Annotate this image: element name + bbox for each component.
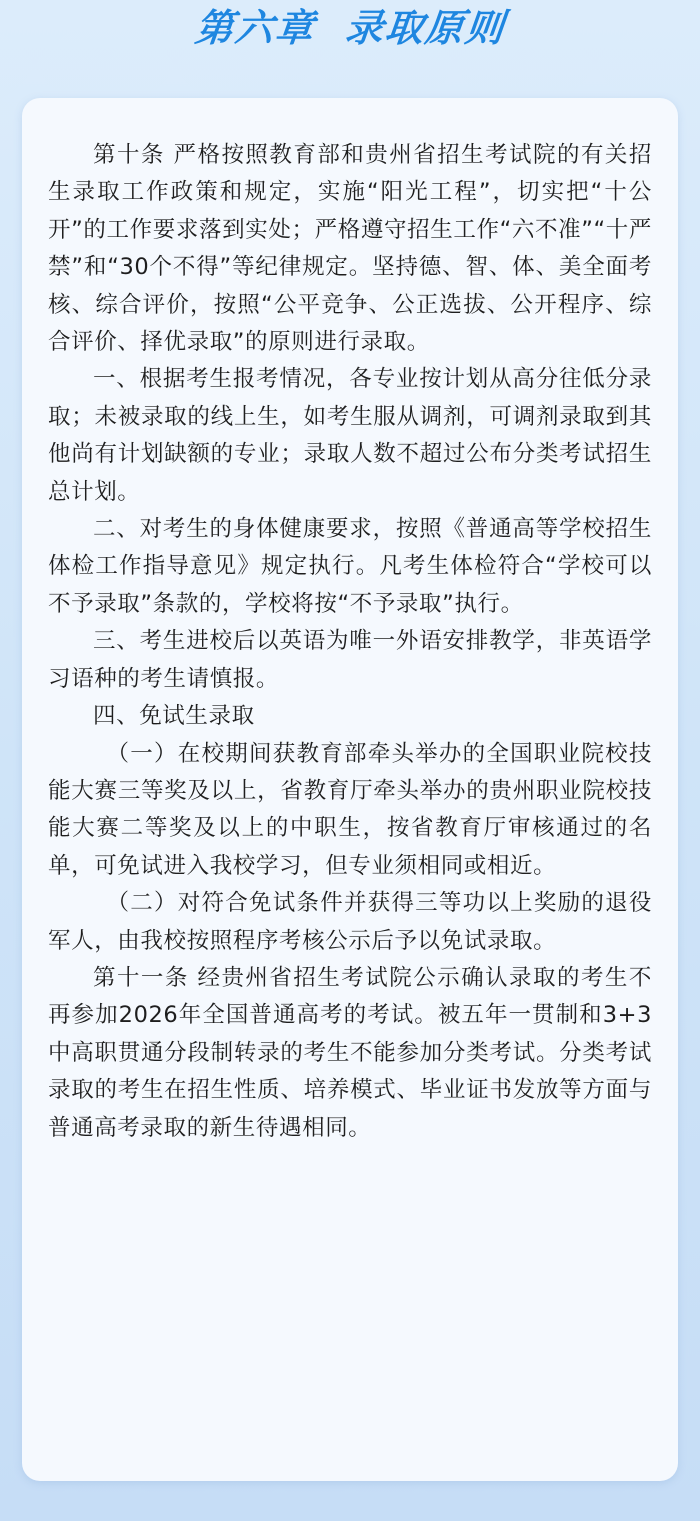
chapter-number: 第六章 [192, 6, 318, 50]
article-body [48, 137, 652, 1147]
chapter-heading [0, 2, 700, 58]
clause-4-item-2: （二）对符合免试条件并获得三等功以上奖励的退役军人，由我校按照程序考核公示后予以免试录取。 [48, 890, 652, 954]
chapter-title: 录取原则 [342, 6, 508, 50]
article-11-paragraph: 第十一条 经贵州省招生考试院公示确认录取的考生不再参加2026年全国普通高考的考试。被五年一贯制和3+3中高职贯通分段制转录的考生不能参加分类考试。分类考试录取的考生在招生性质、培养模式、毕业证书发放等方面与普通高考录取的新生待遇相同。 [48, 964, 652, 1141]
clause-2-paragraph: 二、对考生的身体健康要求，按照《普通高等学校招生体检工作指导意见》规定执行。凡考生体检符合“学校可以不予录取”条款的，学校将按“不予录取”执行。 [48, 516, 652, 617]
clause-1-paragraph: 一、根据考生报考情况，各专业按计划从高分往低分录取；未被录取的线上生，如考生服从调剂，可调剂录取到其他尚有计划缺额的专业；录取人数不超过公布分类考试招生总计划。 [48, 366, 652, 505]
clause-4-item-1: （一）在校期间获教育部牵头举办的全国职业院校技能大赛三等奖及以上，省教育厅牵头举办的贵州职业院校技能大赛二等奖及以上的中职生，按省教育厅审核通过的名单，可免试进入我校学习，但专业须相同或相近。 [48, 740, 652, 879]
clause-4-heading: 四、免试生录取 [93, 703, 255, 730]
clause-3-paragraph: 三、考生进校后以英语为唯一外语安排教学，非英语学习语种的考生请慎报。 [48, 628, 652, 692]
article-10-paragraph: 第十条 严格按照教育部和贵州省招生考试院的有关招生录取工作政策和规定，实施“阳光工程”，切实把“十公开”的工作要求落到实处；严格遵守招生工作“六不准”“十严禁”和“30个不得”等纪律规定。坚持德、智、体、美全面考核、综合评价，按照“公平竞争、公正选拔、公开程序、综合评价、择优录取”的原则进行录取。 [48, 142, 652, 356]
